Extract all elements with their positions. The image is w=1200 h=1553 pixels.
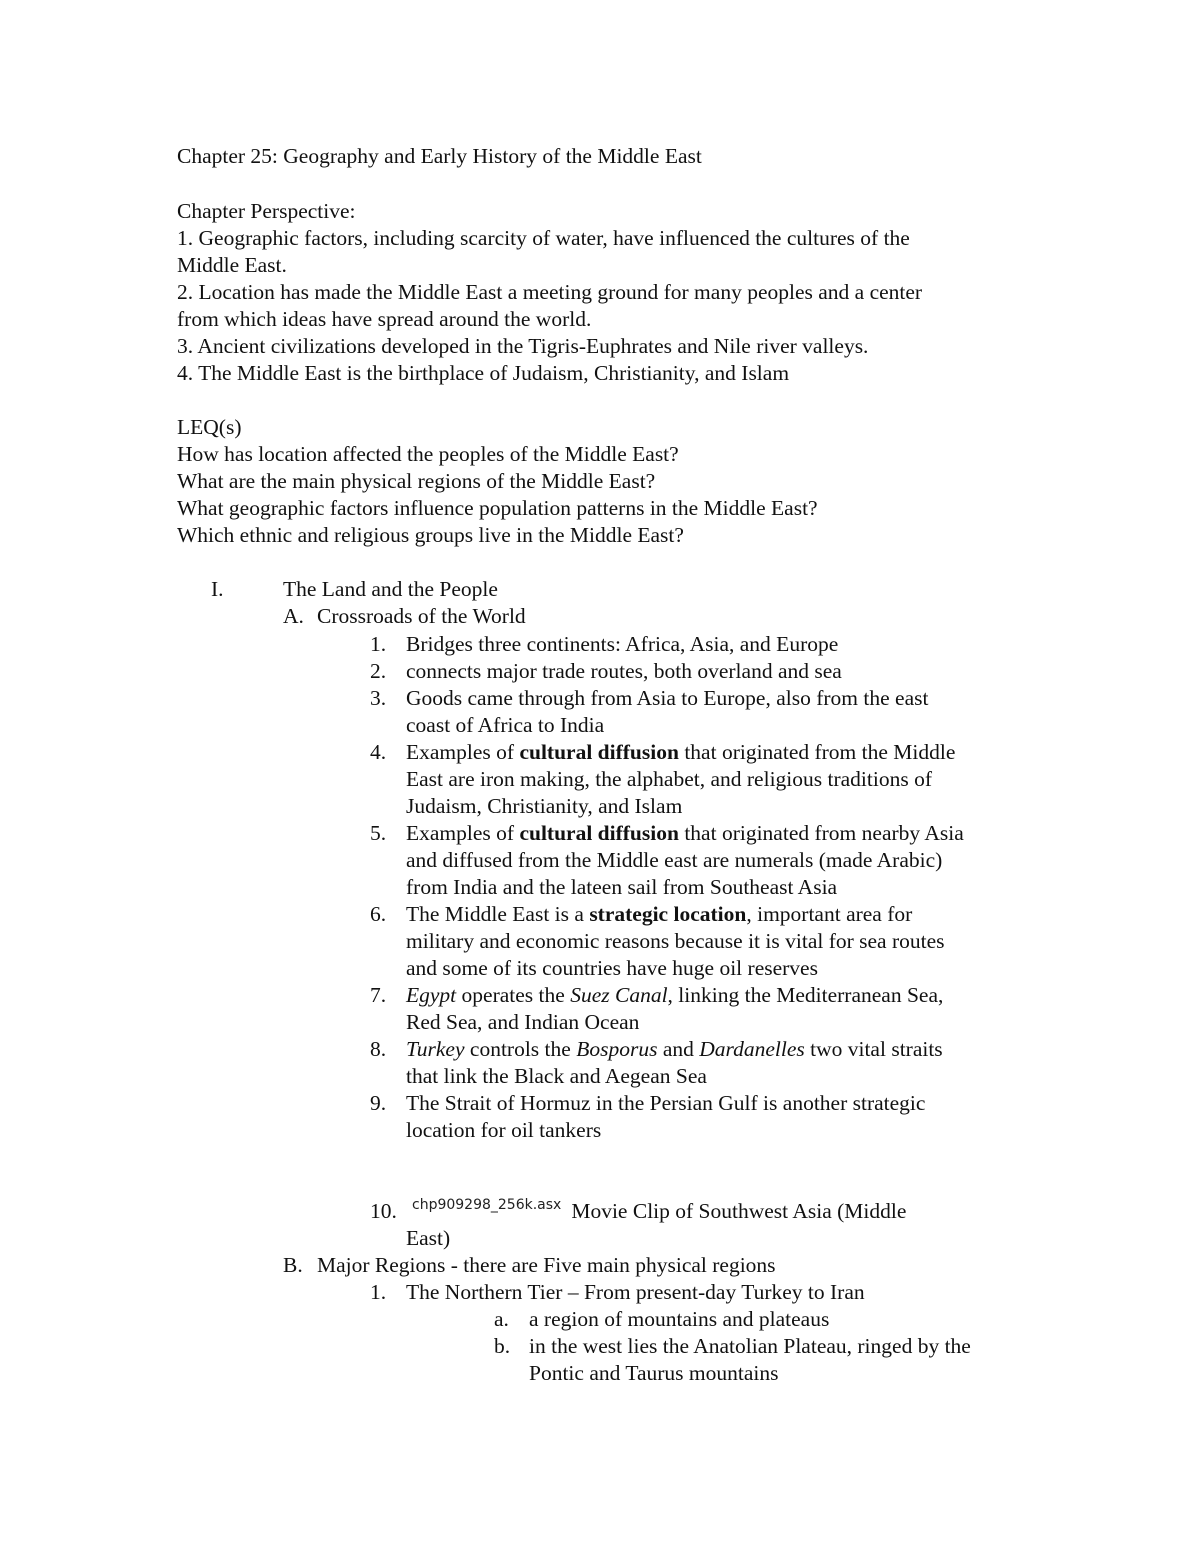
perspective-heading: Chapter Perspective: xyxy=(177,199,356,223)
outline-marker-letter: A. xyxy=(283,604,304,628)
place-name: Egypt xyxy=(406,983,457,1007)
perspective-line: 1. Geographic factors, including scarcity of water, have influenced the cultures of the xyxy=(177,226,910,250)
text-run: The Middle East is a xyxy=(406,902,590,926)
perspective-line: 4. The Middle East is the birthplace of Judaism, Christianity, and Islam xyxy=(177,361,790,385)
text-run: Movie Clip of Southwest Asia (Middle xyxy=(571,1199,907,1223)
key-term: cultural diffusion xyxy=(519,740,679,764)
list-item xyxy=(406,739,955,766)
list-item-continuation: and some of its countries have huge oil reserves xyxy=(406,956,818,980)
leq-question: What geographic factors influence population patterns in the Middle East? xyxy=(177,496,818,520)
text-run: operates the xyxy=(456,983,571,1007)
list-item: Bridges three continents: Africa, Asia, and Europe xyxy=(406,632,839,656)
key-term: cultural diffusion xyxy=(519,821,679,845)
list-item-continuation: Red Sea, and Indian Ocean xyxy=(406,1010,640,1034)
text-run: Examples of xyxy=(406,740,520,764)
place-name: Dardanelles xyxy=(699,1037,805,1061)
list-item-continuation: that link the Black and Aegean Sea xyxy=(406,1064,707,1088)
outline-section-title: The Land and the People xyxy=(283,577,498,601)
place-name: Turkey xyxy=(406,1037,465,1061)
list-item-continuation: East) xyxy=(406,1226,451,1250)
text-run: Examples of xyxy=(406,821,520,845)
list-marker: 3. xyxy=(370,686,387,710)
list-item-continuation: and diffused from the Middle east are numerals (made Arabic) xyxy=(406,848,943,872)
list-marker: 10. xyxy=(370,1199,397,1223)
place-name: Bosporus xyxy=(576,1037,658,1061)
leq-question: How has location affected the peoples of the Middle East? xyxy=(177,442,679,466)
outline-subsection-title: Major Regions - there are Five main physical regions xyxy=(317,1253,776,1277)
text-run: that originated from the Middle xyxy=(678,740,956,764)
list-item-continuation: location for oil tankers xyxy=(406,1118,602,1142)
list-item: Goods came through from Asia to Europe, also from the east xyxy=(406,686,929,710)
list-marker: 1. xyxy=(370,632,387,656)
key-term: strategic location xyxy=(589,902,747,926)
list-item-continuation: Judaism, Christianity, and Islam xyxy=(406,794,683,818)
text-run: that originated from nearby Asia xyxy=(678,821,964,845)
text-run: and xyxy=(657,1037,700,1061)
list-subitem: in the west lies the Anatolian Plateau, ringed by the xyxy=(529,1334,971,1358)
leq-question: What are the main physical regions of the Middle East? xyxy=(177,469,656,493)
document-title: Chapter 25: Geography and Early History of the Middle East xyxy=(177,144,702,168)
list-marker-letter: a. xyxy=(494,1307,509,1331)
list-item: The Northern Tier – From present-day Turkey to Iran xyxy=(406,1280,865,1304)
list-item xyxy=(412,1198,906,1228)
text-run: controls the xyxy=(464,1037,577,1061)
list-marker: 4. xyxy=(370,740,387,764)
list-item: connects major trade routes, both overland and sea xyxy=(406,659,842,683)
outline-subsection-title: Crossroads of the World xyxy=(317,604,526,628)
list-item-continuation: from India and the lateen sail from Southeast Asia xyxy=(406,875,838,899)
list-marker: 5. xyxy=(370,821,387,845)
perspective-line: Middle East. xyxy=(177,253,287,277)
list-item: The Strait of Hormuz in the Persian Gulf is another strategic xyxy=(406,1091,926,1115)
list-marker-letter: b. xyxy=(494,1334,511,1358)
outline-marker-letter: B. xyxy=(283,1253,303,1277)
list-item-continuation: coast of Africa to India xyxy=(406,713,605,737)
list-marker: 9. xyxy=(370,1091,387,1115)
list-subitem-continuation: Pontic and Taurus mountains xyxy=(529,1361,779,1385)
list-subitem: a region of mountains and plateaus xyxy=(529,1307,830,1331)
outline-marker-roman: I. xyxy=(211,577,224,601)
place-name: Suez Canal xyxy=(570,983,668,1007)
text-run: , important area for xyxy=(746,902,913,926)
list-marker: 2. xyxy=(370,659,387,683)
text-run: two vital straits xyxy=(804,1037,943,1061)
list-marker: 6. xyxy=(370,902,387,926)
list-item xyxy=(406,1036,943,1063)
list-item xyxy=(406,901,912,928)
list-item-continuation: East are iron making, the alphabet, and religious traditions of xyxy=(406,767,933,791)
movie-clip-file-link[interactable]: chp909298_256k.asx xyxy=(412,1197,562,1213)
leq-heading: LEQ(s) xyxy=(177,415,242,439)
list-item-continuation: military and economic reasons because it is vital for sea routes xyxy=(406,929,945,953)
list-item xyxy=(406,820,964,847)
perspective-line: 3. Ancient civilizations developed in the Tigris-Euphrates and Nile river valleys. xyxy=(177,334,869,358)
perspective-line: from which ideas have spread around the world. xyxy=(177,307,592,331)
text-run: , linking the Mediterranean Sea, xyxy=(667,983,944,1007)
list-item xyxy=(406,982,943,1009)
leq-question: Which ethnic and religious groups live in the Middle East? xyxy=(177,523,684,547)
list-marker: 7. xyxy=(370,983,387,1007)
list-marker: 1. xyxy=(370,1280,387,1304)
list-marker: 8. xyxy=(370,1037,387,1061)
perspective-line: 2. Location has made the Middle East a meeting ground for many peoples and a center xyxy=(177,280,923,304)
